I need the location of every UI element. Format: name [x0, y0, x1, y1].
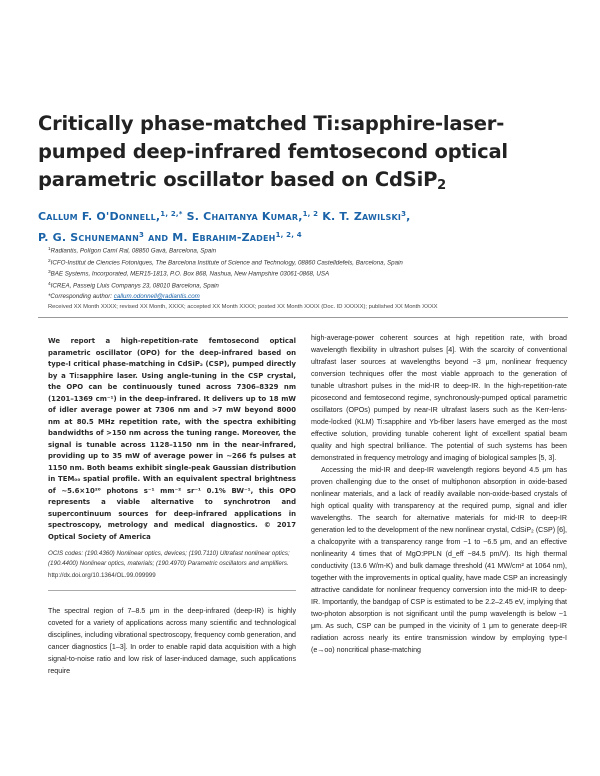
- left-column: [48, 336, 296, 677]
- doi-link[interactable]: http://dx.doi.org/10.1364/OL.99.099999: [48, 572, 156, 580]
- corresponding-email-link[interactable]: callum.odonnell@radiantis.com: [113, 292, 200, 300]
- affiliation-4-number: 4: [48, 282, 51, 288]
- author-5-affil: 1, 2, 4: [275, 231, 302, 239]
- author-separator: ,: [406, 210, 411, 223]
- corresponding-author: [48, 292, 568, 302]
- author-2-affil: 1, 2: [302, 210, 319, 218]
- affiliation-1-text: Radiantis, Polígon Camí Ral, 08850 Gavà, Barcelona, Spain: [50, 247, 217, 255]
- affiliation-1-number: 1: [48, 247, 51, 252]
- author-4: P. G. Schunemann: [38, 231, 139, 244]
- affiliations: [48, 245, 568, 302]
- affiliation-2-number: 2: [48, 258, 51, 264]
- affiliation-2: [48, 257, 568, 269]
- paper-title: [38, 110, 568, 200]
- affiliation-3-number: 3: [48, 270, 51, 276]
- author-2: S. Chaitanya Kumar,: [186, 210, 303, 223]
- affiliation-2-text: ICFO-Institut de Ciencies Fotoniques, The Barcelona Institute of Science and Technology, 08860 Castelldefels, Barcelona, Spain: [50, 259, 403, 267]
- author-4-affil: 3: [138, 231, 145, 239]
- author-list: [38, 205, 568, 247]
- affiliation-3: [48, 268, 568, 280]
- author-3-affil: 3: [401, 210, 407, 218]
- header-divider: [38, 317, 568, 318]
- affiliation-4: [48, 280, 568, 292]
- body-paragraph-2: Accessing the mid-IR and deep-IR wavelength regions beyond 4.5 μm has proven challenging due to the onset of multiphonon absorption in oxide-based nonlinear materials, and a lack of readily available non-oxide-based crystals of high optical quality with transparency at the required pump, signal and idler wavelengths. The search for alternative materials for mid-IR to deep-IR generation led to the development of the new nonlinear crystal, CdSiP₂ (CSP) [6], a chalcopyrite with a transparency range from ~1 to ~6.5 μm, and an effective nonlinearity 4 times that of MgO:PPLN (d_eff ~84.5 pm/V). Its high thermal conductivity (13.6 W/m-K) and bulk damage threshold (41 MW/cm² at 1064 nm), together with the improvements in optical quality, have made CSP an increasingly attractive candidate for nonlinear frequency conversion into the mid-IR to deep-IR. Importantly, the bandgap of CSP is estimated to be 2.2–2.45 eV, implying that two-photon absorption is not significant until the pump wavelength is below ~1 μm. As such, CSP can be pumped in the vicinity of 1 μm to generate deep-IR radiation across nearly its entire transmission window by employing type-I (e→oo) noncritical phase-matching: [311, 466, 567, 654]
- received-dates: Received XX Month XXXX; revised XX Month, XXXX; accepted XX Month XXXX; posted XX Month XXXX (Doc. ID XXXXX); published XX Month XXXX: [48, 304, 438, 310]
- author-3: K. T. Zawilski: [322, 210, 402, 223]
- affiliation-3-text: BAE Systems, Incorporated, MER15-1813, P.O. Box 868, Nashua, New Hampshire 03061-0868, USA: [50, 270, 330, 278]
- author-5: M. Ebrahim-Zadeh: [172, 231, 276, 244]
- author-1-affil: 1, 2,*: [160, 210, 183, 218]
- title-subscript: 2: [437, 178, 447, 193]
- author-1: Callum F. O'Donnell,: [38, 210, 161, 223]
- affiliation-4-text: ICREA, Passeig Lluis Companys 23, 08010 Barcelona, Spain: [50, 282, 219, 290]
- author-and: and: [148, 231, 169, 244]
- affiliation-1: [48, 245, 568, 257]
- corresponding-label: *Corresponding author:: [48, 292, 112, 300]
- intro-paragraph: The spectral region of 7–8.5 μm in the deep-infrared (deep-IR) is highly coveted for a variety of applications across many scientific and technological disciplines, including vibrational spectroscopy, frequency comb generation, and cancer diagnostics [1–3]. In order to enable rapid data acquisition with a high signal-to-noise ratio and low risk of laser-induced damage, such applications require: [48, 607, 296, 676]
- ocis-codes: OCIS codes: (190.4360) Nonlinear optics, devices; (190.7110) Ultrafast nonlinear optics; (190.4400) Nonlinear optics, materials; (190.4970) Parametric oscillators and amplifiers.: [48, 550, 290, 568]
- right-column: [311, 332, 567, 656]
- body-paragraph-1: high-average-power coherent sources at high repetition rate, with broad wavelength flexibility in ultrashort pulses [4]. With the scarcity of conventional ultrafast laser sources at wavelengths beyond ~3 μm, nonlinear frequency conversion techniques offer the most viable approach to the generation of tunable ultrashort pulses in the mid-IR to deep-IR. In the high-repetition-rate picosecond and femtosecond regime, synchronously-pumped optical parametric oscillators (OPOs) pumped by near-IR ultrafast lasers such as the Kerr-lens-mode-locked (KLM) Ti:sapphire and Yb-fiber lasers have emerged as the most effective solution, providing tunable coherent light of excellent spatial beam quality and high spectral brilliance. The potential of such systems has been demonstrated in frequency metrology and imaging of biological samples [5, 3].: [311, 334, 567, 462]
- title-text: Critically phase-matched Ti:sapphire-laser-pumped deep-infrared femtosecond optical parametric oscillator based on CdSiP: [38, 112, 508, 191]
- abstract-divider: [48, 590, 296, 591]
- abstract: We report a high-repetition-rate femtosecond optical parametric oscillator (OPO) for the deep-infrared based on type-I critical phase-matching in CdSiP₂ (CSP), pumped directly by a Ti:sapphire laser. Using angle-tuning in the CSP crystal, the OPO can be continuously tuned across 7306–8329 nm (1201–1369 cm⁻¹) in the deep-infrared. It delivers up to 18 mW of idler average power at 7306 nm and >7 mW beyond 8000 nm at 80.5 MHz repetition rate, with the spectra exhibiting bandwidths of >150 nm across the tuning range. Moreover, the signal is tunable across 1128–1150 nm in the near-infrared, providing up to 35 mW of average power in ~266 fs pulses at 1150 nm. Both beams exhibit single-peak Gaussian distribution in TEM₀₀ spatial profile. With an equivalent spectral brightness of ~5.6×10²⁰ photons s⁻¹ mm⁻² sr⁻¹ 0.1% BW⁻¹, this OPO represents a viable alternative to synchrotron and supercontinuum sources for deep-infrared applications in spectroscopy, metrology and medical diagnostics. © 2017 Optical Society of America: [48, 337, 296, 541]
